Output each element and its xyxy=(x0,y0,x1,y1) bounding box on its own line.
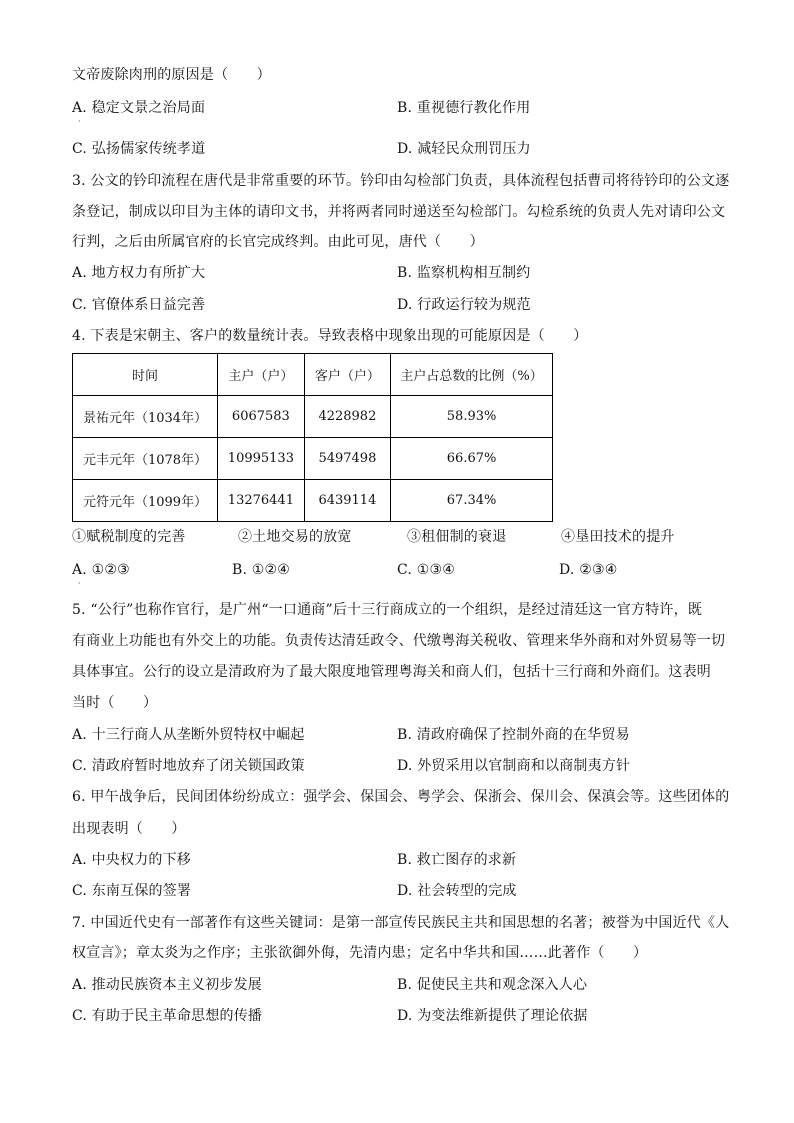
q5-stem-line-3: 具体事宜。公行的设立是清政府为了最大限度地管理粤海关和商人们，包括十三行商和外商们。这表明 xyxy=(72,664,711,680)
table-cell: 10995133 xyxy=(218,438,305,480)
q3-option-c[interactable]: C. 官僚体系日益完善 xyxy=(72,297,206,313)
q2-stem: 文帝废除肉刑的原因是（ ） xyxy=(72,67,271,83)
q4-item-1: ①赋税制度的完善 xyxy=(72,529,186,545)
q3-option-a[interactable]: A. 地方权力有所扩大 xyxy=(72,265,206,281)
q3-stem-line-3: 行判，之后由所属官府的长官完成终判。由此可见，唐代（ ） xyxy=(72,234,484,250)
q2-option-b[interactable]: B. 重视德行教化作用 xyxy=(397,100,531,116)
q2-option-d[interactable]: D. 减轻民众刑罚压力 xyxy=(397,141,531,157)
q4-item-2: ②土地交易的放宽 xyxy=(238,529,352,545)
q4-item-3: ③租佃制的衰退 xyxy=(407,529,507,545)
table-header-cell: 主户占总数的比例（%） xyxy=(391,354,553,396)
q5-stem-line-4: 当时（ ） xyxy=(72,695,158,711)
household-statistics-table xyxy=(72,353,553,522)
table-cell: 13276441 xyxy=(218,480,305,522)
table-cell: 4228982 xyxy=(304,396,390,438)
q6-option-d[interactable]: D. 社会转型的完成 xyxy=(397,883,517,899)
q4-option-d[interactable]: D. ②③④ xyxy=(559,562,618,578)
table-cell: 6067583 xyxy=(218,396,305,438)
q4-option-a[interactable]: A. ①②③ xyxy=(72,562,130,578)
table-header-cell: 时间 xyxy=(73,354,218,396)
q5-stem-line-1: 5. “公行”也称作官行，是广州“一口通商”后十三行商成立的一个组织，是经过清廷这一官方特许，既 xyxy=(72,602,703,618)
q4-item-4: ④垦田技术的提升 xyxy=(561,529,675,545)
table-header-row xyxy=(73,354,553,396)
q3-stem-line-2: 条登记，制成以印目为主体的请印文书，并将两者同时递送至勾检部门。勾检系统的负责人先对请印公文 xyxy=(72,204,726,220)
q6-option-a[interactable]: A. 中央权力的下移 xyxy=(72,852,192,868)
table-header-cell: 主户（户） xyxy=(218,354,305,396)
q7-option-c[interactable]: C. 有助于民主革命思想的传播 xyxy=(72,1008,263,1024)
table-cell: 58.93% xyxy=(391,396,553,438)
q3-option-b[interactable]: B. 监察机构相互制约 xyxy=(397,265,531,281)
mark-dot: · xyxy=(78,579,81,588)
table-cell: 元丰元年（1078年） xyxy=(73,438,218,480)
q7-option-d[interactable]: D. 为变法维新提供了理论依据 xyxy=(397,1008,588,1024)
q6-option-b[interactable]: B. 救亡图存的求新 xyxy=(397,852,517,868)
q2-option-c[interactable]: C. 弘扬儒家传统孝道 xyxy=(72,141,206,157)
q6-stem-line-1: 6. 甲午战争后，民间团体纷纷成立：强学会、保国会、粤学会、保浙会、保川会、保滇会等。这些团体的 xyxy=(72,789,730,805)
q3-option-d[interactable]: D. 行政运行较为规范 xyxy=(397,297,531,313)
q7-option-b[interactable]: B. 促使民主共和观念深入人心 xyxy=(397,977,588,993)
table-cell: 67.34% xyxy=(391,480,553,522)
table-row xyxy=(73,480,553,522)
q7-stem-line-2: 权宣言》；章太炎为之作序；主张欲御外侮，先清内患；定名中华共和国……此著作（ ） xyxy=(72,945,648,961)
table-cell: 6439114 xyxy=(304,480,390,522)
table-row xyxy=(73,396,553,438)
q4-stem: 4. 下表是宋朝主、客户的数量统计表。导致表格中现象出现的可能原因是（ ） xyxy=(72,328,588,344)
q5-option-d[interactable]: D. 外贸采用以官制商和以商制夷方针 xyxy=(397,758,631,774)
table-cell: 5497498 xyxy=(304,438,390,480)
q5-option-c[interactable]: C. 清政府暂时地放弃了闭关锁国政策 xyxy=(72,758,305,774)
q4-option-b[interactable]: B. ①②④ xyxy=(232,562,291,578)
q5-stem-line-2: 有商业上功能也有外交上的功能。负责传达清廷政令、代缴粤海关税收、管理来华外商和对外贸易等一切 xyxy=(72,633,726,649)
q5-option-a[interactable]: A. 十三行商人从垄断外贸特权中崛起 xyxy=(72,727,305,743)
q2-option-a[interactable]: A. 稳定文景之治局面 xyxy=(72,100,206,116)
q7-stem-line-1: 7. 中国近代史有一部著作有这些关键词：是第一部宣传民族民主共和国思想的名著；被誉为中国近代《人 xyxy=(72,915,730,931)
table-row xyxy=(73,438,553,480)
table-header-cell: 客户（户） xyxy=(304,354,390,396)
table-cell: 66.67% xyxy=(391,438,553,480)
q4-option-c[interactable]: C. ①③④ xyxy=(397,562,455,578)
q6-stem-line-2: 出现表明（ ） xyxy=(72,821,186,837)
q7-option-a[interactable]: A. 推动民族资本主义初步发展 xyxy=(72,977,263,993)
q5-option-b[interactable]: B. 清政府确保了控制外商的在华贸易 xyxy=(397,727,630,743)
q3-stem-line-1: 3. 公文的钤印流程在唐代是非常重要的环节。钤印由勾检部门负责，具体流程包括曹司将待钤印的公文逐 xyxy=(72,173,730,189)
table-cell: 元符元年（1099年） xyxy=(73,480,218,522)
q6-option-c[interactable]: C. 东南互保的签署 xyxy=(72,883,192,899)
table-cell: 景祐元年（1034年） xyxy=(73,396,218,438)
mark-dot: · xyxy=(78,117,81,126)
